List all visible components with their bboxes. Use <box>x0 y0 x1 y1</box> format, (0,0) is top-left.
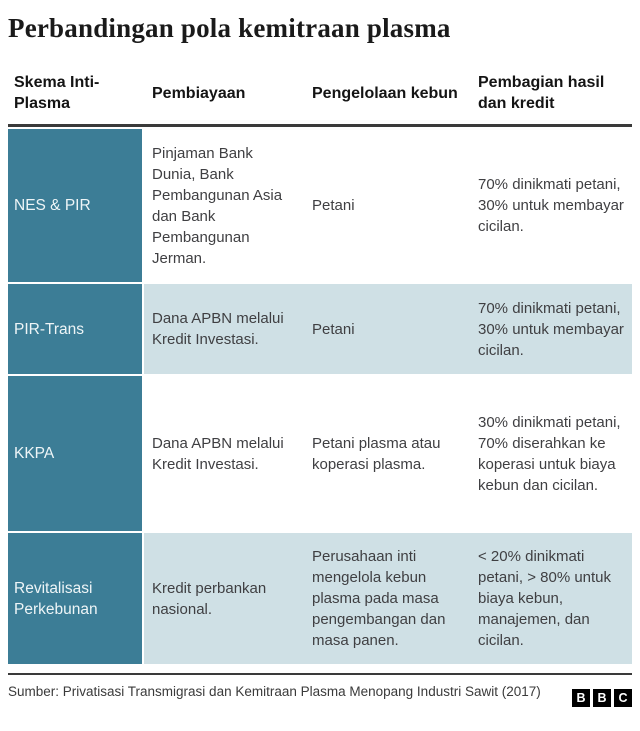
cell-pembiayaan: Dana APBN melalui Kredit Investasi. <box>152 434 284 473</box>
row-key-cell: KKPA <box>8 376 142 531</box>
column-header-skema: Skema Inti-Plasma <box>14 74 100 112</box>
table-header-row <box>8 72 632 114</box>
cell-pembagian: 70% dinikmati petani, 30% untuk membayar cicilan. <box>478 176 624 235</box>
row-key-cell: Revitalisasi Perkebunan <box>8 533 142 664</box>
column-header-pembiayaan: Pembiayaan <box>152 84 246 102</box>
page-title: Perbandingan pola kemitraan plasma <box>8 13 451 43</box>
cell-pengelolaan: Petani plasma atau koperasi plasma. <box>312 434 441 473</box>
bbc-logo-letter: B <box>593 689 611 707</box>
header-divider <box>8 124 632 127</box>
column-header-pembagian: Pembagian hasil dan kredit <box>478 74 605 112</box>
row-key-cell: PIR-Trans <box>8 284 142 374</box>
cell-pembiayaan: Pinjaman Bank Dunia, Bank Pembangunan Asia dan Bank Pembangunan Jerman. <box>152 144 283 267</box>
table-row-pir-trans <box>8 284 632 374</box>
table-rows <box>8 129 632 664</box>
bbc-logo-letter: B <box>572 689 590 707</box>
cell-pengelolaan: Perusahaan inti mengelola kebun plasma pada masa pengembangan dan masa panen. <box>312 548 446 649</box>
cell-pengelolaan: Petani <box>312 320 355 338</box>
footer-divider <box>8 673 632 675</box>
cell-pembiayaan: Dana APBN melalui Kredit Investasi. <box>152 310 284 348</box>
table-row-kkpa <box>8 376 632 531</box>
row-body <box>144 533 632 664</box>
row-body <box>144 284 632 374</box>
table-row-nes-pir <box>8 129 632 282</box>
footer <box>8 682 632 707</box>
row-body <box>144 376 632 531</box>
table-header-body <box>144 72 632 114</box>
cell-pembagian: < 20% dinikmati petani, > 80% untuk biaya kebun, manajemen, dan cicilan. <box>478 548 612 649</box>
bbc-logo-letter: C <box>614 689 632 707</box>
bbc-logo <box>572 689 632 707</box>
cell-pengelolaan: Petani <box>312 197 355 214</box>
cell-pembagian: 30% dinikmati petani, 70% diserahkan ke koperasi untuk biaya kebun dan cicilan. <box>478 413 621 494</box>
column-header-pengelolaan: Pengelolaan kebun <box>312 84 458 102</box>
comparison-table <box>8 72 632 664</box>
row-body <box>144 129 632 282</box>
infographic-page <box>0 12 640 707</box>
row-key-cell: NES & PIR <box>8 129 142 282</box>
source-note: Sumber: Privatisasi Transmigrasi dan Kemitraan Plasma Menopang Industri Sawit (2017) <box>8 684 541 699</box>
cell-pembiayaan: Kredit perbankan nasional. <box>152 579 267 618</box>
table-row-revitalisasi <box>8 533 632 664</box>
cell-pembagian: 70% dinikmati petani, 30% untuk membayar cicilan. <box>478 299 624 359</box>
